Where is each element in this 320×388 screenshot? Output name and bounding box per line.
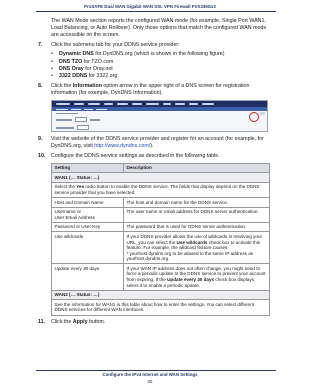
page-number: 65 xyxy=(147,379,153,384)
ddns-screen-thumbnail xyxy=(51,100,268,132)
step-text: Click the submenu tab for your DDNS service provider: xyxy=(51,42,180,49)
dyndns-link[interactable]: http://www.dyndns.com/ xyxy=(94,143,151,150)
page-header-title: ProSAFE Dual WAN Gigabit WAN SSL VPN Firewall FVS336Gv2 xyxy=(84,4,216,9)
information-arrow-icon xyxy=(260,112,265,115)
ddns-settings-table xyxy=(51,163,270,316)
provider-desc: for 3322.org xyxy=(87,72,118,79)
table-row xyxy=(52,173,270,183)
setting-cell: Update every 30 days xyxy=(52,264,124,290)
column-header-description: Description xyxy=(124,163,270,173)
step-text: Click the Apply button. xyxy=(51,318,106,325)
intro-paragraph: The WAN Mode section reports the configured WAN mode (for example, Single Port WAN1, Load Balancing, or Auto Rollover). Only those options that match the configured WAN mode are accessible on the screen. xyxy=(51,18,267,39)
step-10 xyxy=(38,153,270,160)
page-content xyxy=(38,18,270,328)
step-9 xyxy=(38,136,270,150)
provider-name: Dynamic DNS xyxy=(59,51,94,58)
ddns-provider-list xyxy=(51,51,270,80)
step-text: Visit the website of the DDNS service provider and register for an account (for example, for DynDNS.org, visit http://www.dyndns.com/). xyxy=(51,136,264,150)
provider-name: DNS TZO xyxy=(59,58,83,65)
step-number: 11. xyxy=(38,318,46,325)
bullet-icon: • xyxy=(51,72,53,79)
step-7 xyxy=(38,42,270,49)
wan1-group-heading: WAN1 (… Status: …) xyxy=(52,173,270,183)
step-number: 8. xyxy=(38,83,43,90)
wan2-group-heading: WAN2 (… Status: …) xyxy=(52,290,270,300)
step-11 xyxy=(38,319,270,326)
step-text: Configure the DDNS service settings as described in the following table. xyxy=(51,152,220,159)
step-number: 7. xyxy=(38,42,43,49)
column-header-setting: Setting xyxy=(52,163,124,173)
enable-ddns-description: Select the Yes radio button to enable the DDNS service. The fields that display depend on the DDNS service provider that you have selected: xyxy=(52,182,270,197)
bullet-icon: • xyxy=(51,65,53,72)
table-row xyxy=(52,182,270,197)
bullet-icon: • xyxy=(51,58,53,65)
description-cell: The host and domain name for the DDNS service. xyxy=(124,198,270,208)
provider-name: DNS Oray xyxy=(59,65,84,72)
apply-label: Apply xyxy=(72,318,88,325)
table-header-row xyxy=(52,163,270,173)
step-number: 10. xyxy=(38,152,46,159)
list-item xyxy=(51,59,270,66)
list-item xyxy=(51,51,270,58)
page-footer-title: Configure the IPv4 Internet and WAN Settings xyxy=(102,372,198,377)
table-row xyxy=(52,264,270,290)
wan2-description: See the information for WAN1 in this table about how to enter the settings. You can select different DDNS services for different WAN interfaces. xyxy=(52,300,270,315)
provider-desc: for Oray.net xyxy=(83,65,113,72)
provider-desc: for TZO.com xyxy=(82,58,114,65)
setting-cell: Password or User Key xyxy=(52,222,124,232)
table-row xyxy=(52,198,270,208)
description-cell: The password that is used for DDNS server authentication. xyxy=(124,222,270,232)
step-text: Click the Information option arrow in the upper right of a DNS screen for registration information (for example, DynDNS Information). xyxy=(51,83,250,97)
setting-cell: Host and Domain Name xyxy=(52,198,124,208)
list-item xyxy=(51,66,270,73)
information-label: Information xyxy=(72,83,102,90)
description-cell: The user name or email address for DDNS server authentication. xyxy=(124,207,270,222)
bullet-icon: • xyxy=(51,51,53,58)
provider-desc: for DynDNS.org (which is shown in the following figure) xyxy=(93,51,225,58)
footer-rule xyxy=(36,370,276,371)
list-item xyxy=(51,73,270,80)
description-cell: If your WAN IP address does not often change, you might need to force a periodic update to the DDNS service to prevent your account from expiring. If the Update every 30 days check box displays, select it to enable a periodic update. xyxy=(124,264,270,290)
header-rule xyxy=(36,11,276,12)
setting-cell: Username or User Email Address xyxy=(52,207,124,222)
table-row xyxy=(52,207,270,222)
table-row xyxy=(52,232,270,264)
description-cell: If your DDNS provider allows the use of wildcards in resolving your URL, you can select the Use wildcards check box to activate this feature. For example, the wildcard feature causes *.yourhost.dyndns.org to be aliased to the same IP address as yourhost.dyndns.org. xyxy=(124,232,270,264)
setting-cell: Use wildcards xyxy=(52,232,124,264)
table-row xyxy=(52,300,270,315)
table-row xyxy=(52,290,270,300)
step-number: 9. xyxy=(38,136,43,143)
table-row xyxy=(52,222,270,232)
provider-name: 3322 DDNS xyxy=(59,72,88,79)
step-8 xyxy=(38,83,270,97)
